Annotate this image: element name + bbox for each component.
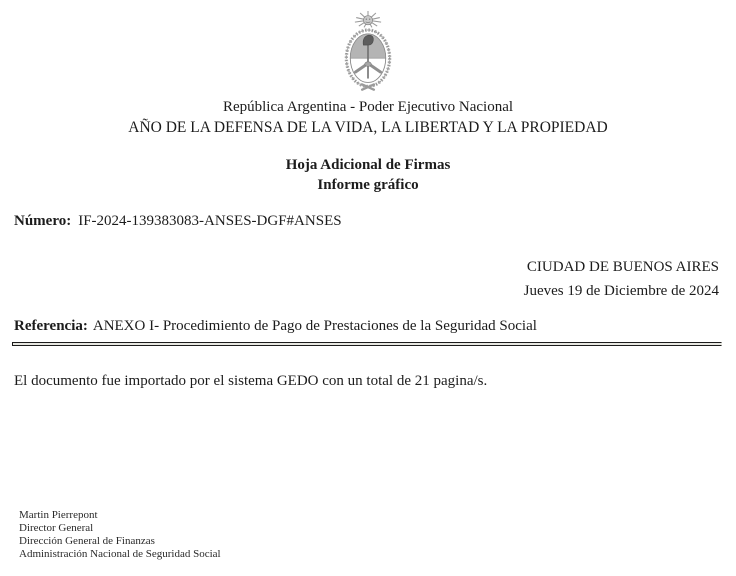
referencia-value: ANEXO I- Procedimiento de Pago de Prestaciones de la Seguridad Social: [92, 318, 537, 334]
signature-block: [19, 509, 221, 561]
doc-subtitle: Informe gráfico: [317, 177, 419, 193]
signer-name: Martin Pierrepont: [19, 509, 98, 521]
argentina-coat-of-arms-icon: [335, 78, 401, 95]
republic-line: República Argentina - Poder Ejecutivo Nacional: [222, 99, 514, 115]
signer-department: Dirección General de Finanzas: [19, 535, 155, 547]
horizontal-divider: [12, 342, 722, 346]
year-motto-line: AÑO DE LA DEFENSA DE LA VIDA, LA LIBERTAD Y LA PROPIEDAD: [128, 119, 608, 136]
referencia-row: [14, 318, 722, 335]
document-header: [0, 97, 736, 138]
signer-organization: Administración Nacional de Seguridad Social: [19, 548, 221, 560]
city-line: CIUDAD DE BUENOS AIRES: [526, 259, 719, 275]
city-date-block: [524, 257, 719, 301]
doc-title: Hoja Adicional de Firmas: [285, 157, 451, 173]
import-notice: El documento fue importado por el sistema GEDO con un total de 21 pagina/s.: [14, 373, 488, 389]
date-line: Jueves 19 de Diciembre de 2024: [523, 283, 719, 299]
numero-value: IF-2024-139383083-ANSES-DGF#ANSES: [78, 213, 342, 229]
referencia-label: Referencia:: [14, 318, 88, 334]
document-titles: [0, 155, 736, 195]
numero-row: [14, 213, 342, 230]
signer-title: Director General: [19, 522, 94, 534]
coat-of-arms-container: [0, 11, 736, 96]
numero-label: Número:: [14, 213, 72, 229]
